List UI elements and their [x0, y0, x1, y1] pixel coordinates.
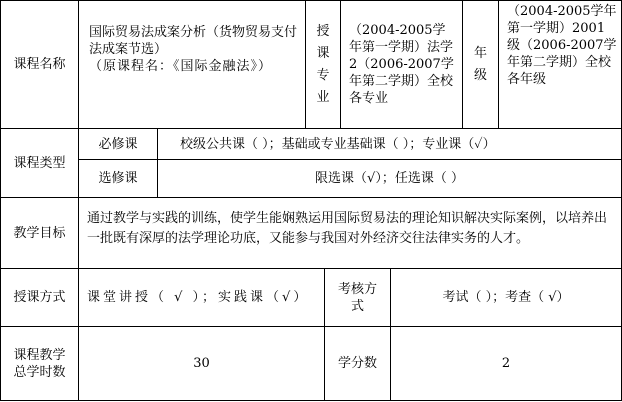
original-course-name: （原课程名：《国际金融法》）	[89, 59, 273, 74]
total-hours-cell	[79, 327, 324, 400]
course-name-label-cell	[1, 1, 78, 128]
exam-method-cell	[391, 269, 621, 326]
teaching-method-label-cell	[1, 269, 78, 326]
elective-label: 选修课	[98, 171, 138, 186]
course-type-label-cell	[1, 129, 78, 197]
teaching-goal-label: 教学目标	[13, 225, 66, 241]
exam-method-label: 考核方式	[337, 281, 377, 314]
elective-value-cell	[158, 160, 621, 197]
course-name-label: 课程名称	[13, 57, 66, 72]
credits-cell	[391, 327, 621, 400]
teaching-goal-text: 通过教学与实践的训练，使学生能娴熟运用国际贸易法的理论知识解决实际案例，以培养出一批既有深厚的法学理论功底，又能参与我国对外经济交往法律实务的人才。	[87, 211, 608, 246]
required-value-cell	[158, 129, 621, 159]
total-hours-label: 课程教学总学时数	[13, 347, 66, 380]
grade-label-cell	[463, 1, 498, 128]
teaching-method-label: 授课方式	[13, 290, 66, 305]
major-value-cell	[341, 1, 462, 128]
elective-label-cell	[79, 160, 157, 197]
credits-label: 学分数	[337, 356, 377, 371]
credits-label-cell	[325, 327, 390, 400]
teaching-goal-label-cell	[1, 198, 78, 268]
total-hours-value: 30	[193, 356, 210, 371]
required-label-cell	[79, 129, 157, 159]
course-type-label: 课程类型	[13, 155, 66, 171]
major-label: 授课专业	[316, 23, 330, 105]
credits-value: 2	[501, 356, 511, 371]
required-label: 必修课	[98, 136, 138, 152]
grade-label: 年级	[473, 45, 487, 83]
total-hours-label-cell	[1, 327, 78, 400]
required-value: 校级公共课（ ）；基础或专业基础课（ ）；专业课（✓）	[180, 136, 496, 152]
course-name-cell	[79, 1, 305, 128]
exam-method-label-cell	[325, 269, 390, 326]
course-name: 国际贸易法成案分析（货物贸易支付法成案节选）	[89, 25, 298, 57]
grade-value-cell	[499, 1, 621, 128]
exam-method-value: 考试（ ）；考查（ √）	[442, 290, 570, 305]
teaching-goal-cell	[79, 198, 621, 268]
major-value: （2004-2005学年第一学期）法学2（2006-2007学年第二学期）全校各专业	[349, 23, 454, 106]
elective-value: 限选课（√）；任选课（ ）	[315, 171, 464, 186]
teaching-method-cell	[79, 269, 324, 326]
grade-value: （2004-2005学年第一学期）2001级（2006-2007学年第二学期）全校各年级	[507, 4, 617, 87]
major-label-cell	[306, 1, 340, 128]
teaching-method-value: 课堂讲授（ √ ）；实践课（√）	[87, 290, 310, 305]
